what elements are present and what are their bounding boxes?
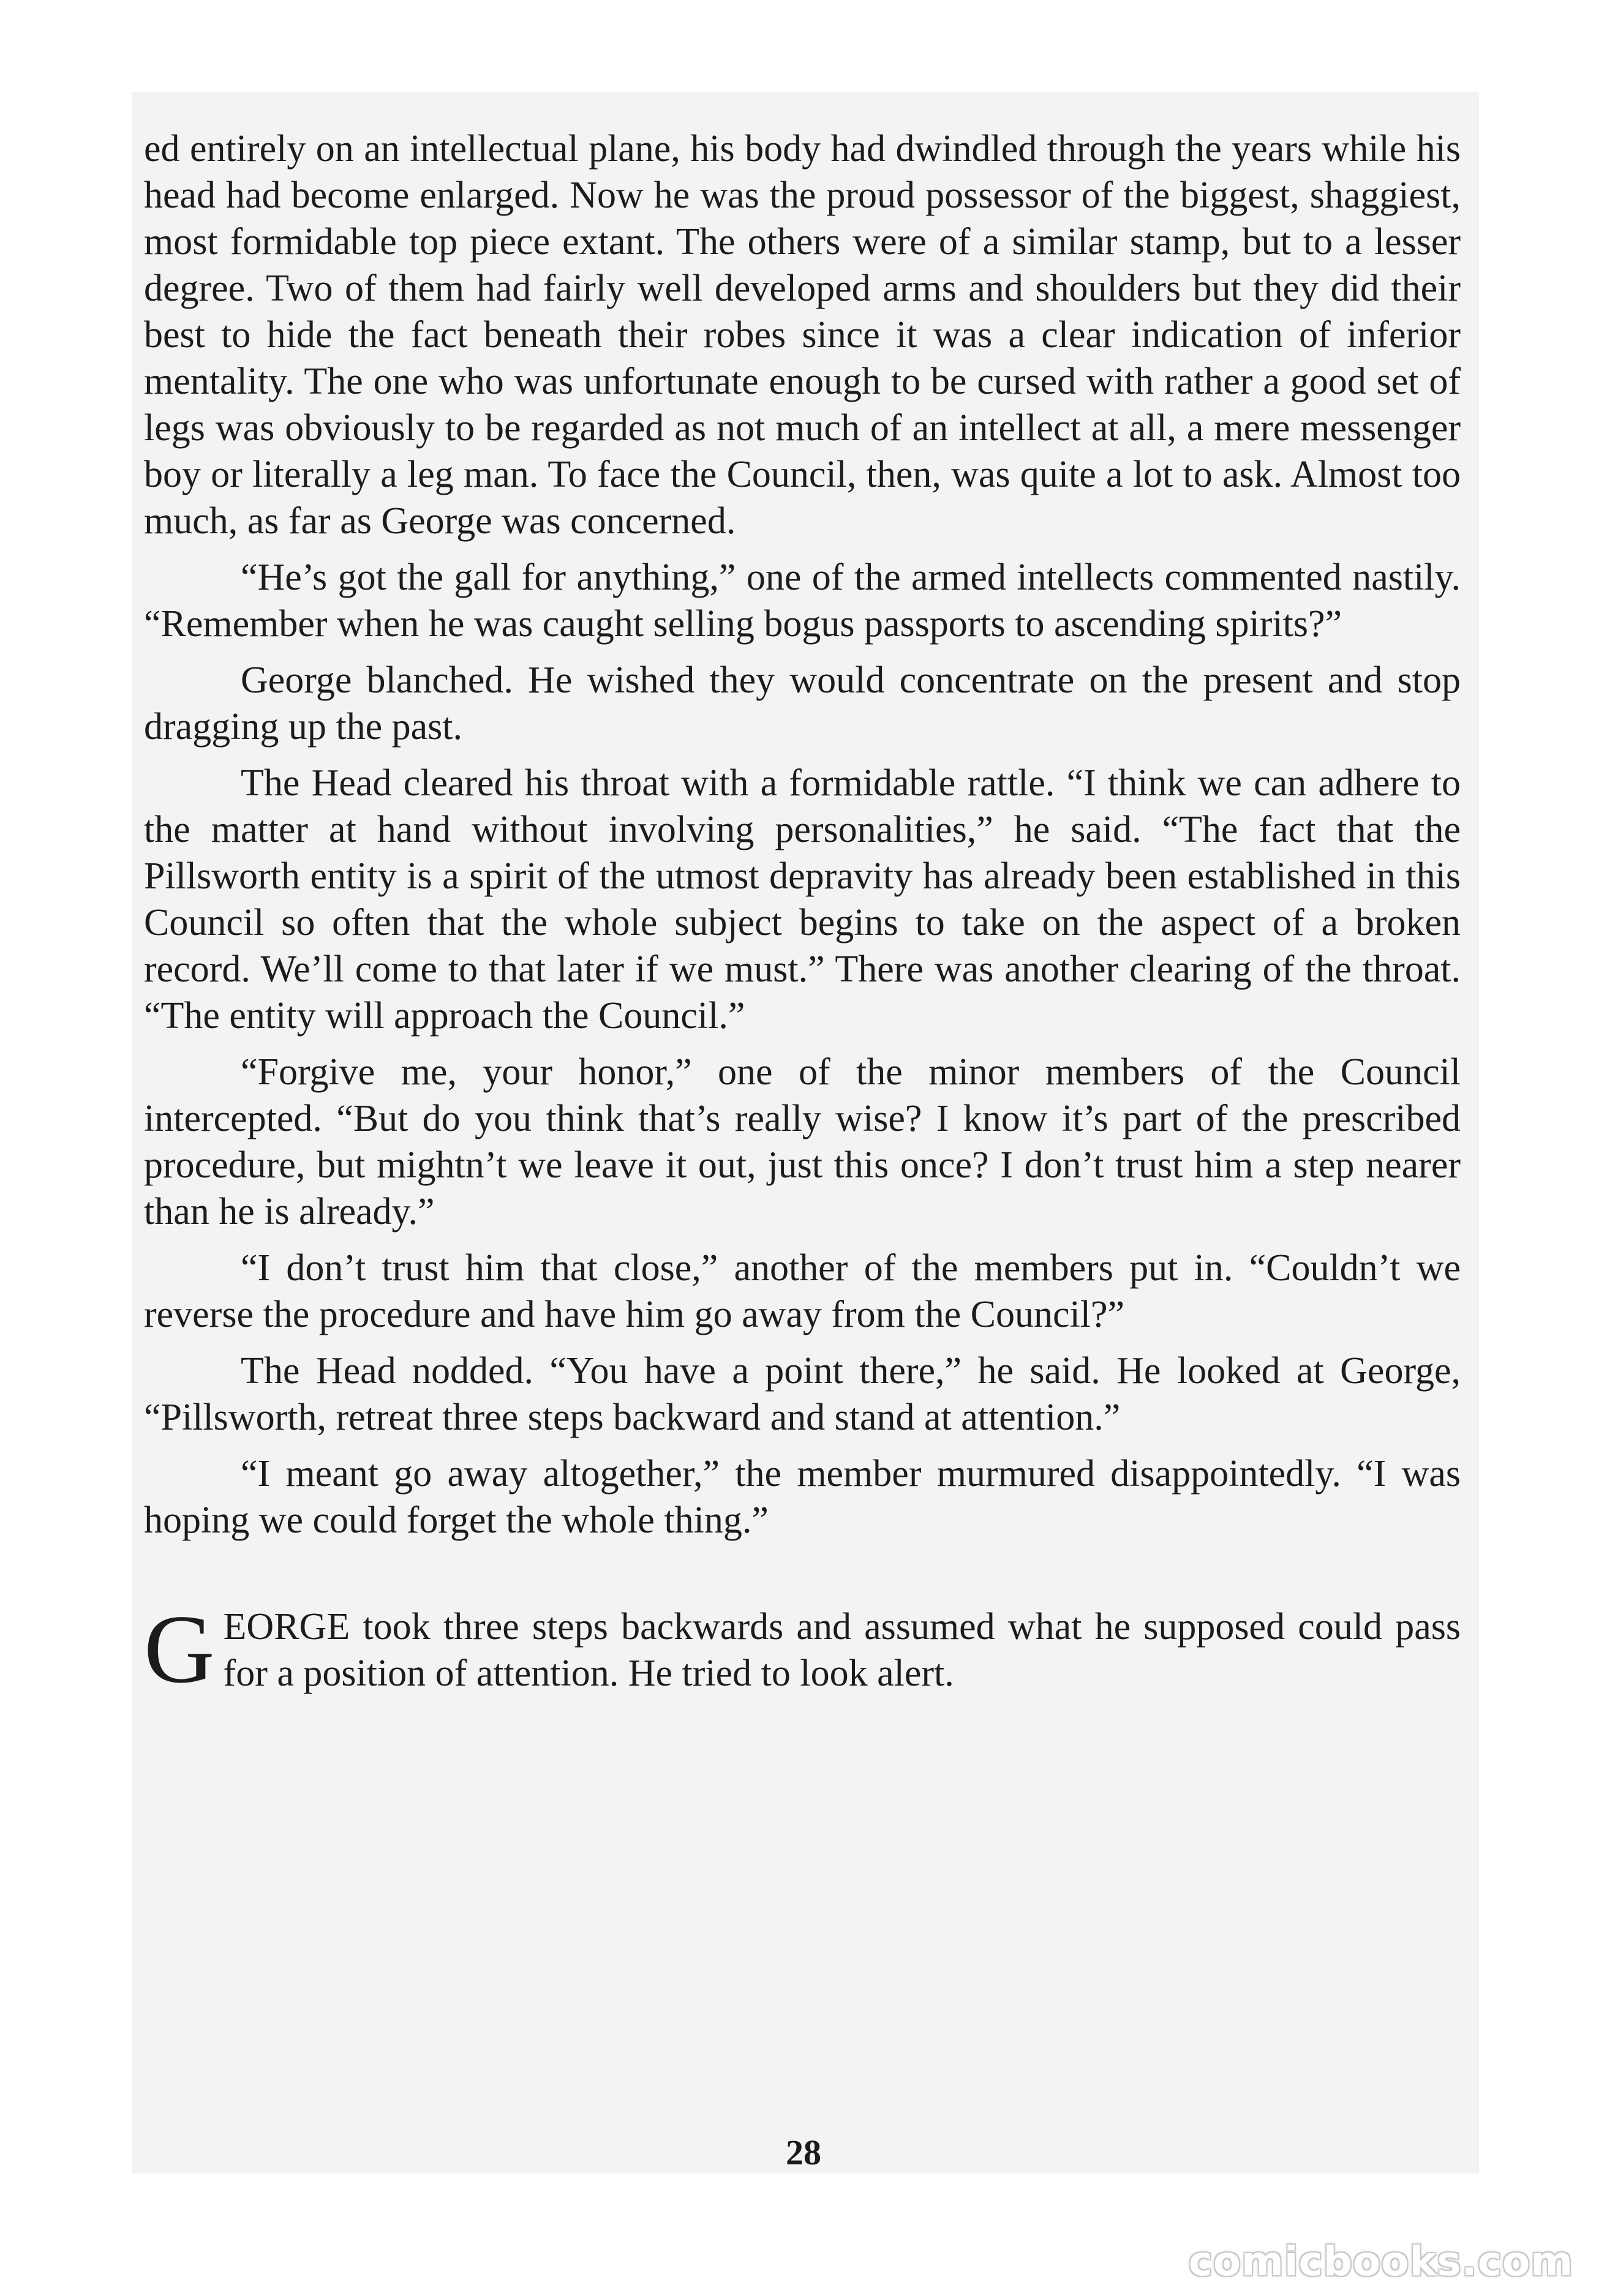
paragraph: “He’s got the gall for anything,” one of the armed intellects commented nastily. “Remember when he was caught selling bogus passports to ascending spirits?” [144, 557, 1461, 645]
body-text [144, 126, 1461, 1703]
paragraph: “I meant go away altogether,” the member murmured disappointedly. “I was hoping we could forget the whole thing.” [144, 1453, 1461, 1541]
watermark-logo: comicbooks.com [1188, 2238, 1573, 2285]
paragraph: “I don’t trust him that close,” another of the members put in. “Couldn’t we reverse the procedure and have him go away from the Council?” [144, 1247, 1461, 1335]
page-number: 28 [786, 2133, 821, 2172]
section-paragraph: EORGE took three steps backwards and assumed what he supposed could pass for a position of attention. He tried to look alert. [223, 1606, 1461, 1694]
paragraph: The Head nodded. “You have a point there,” he said. He looked at George, “Pillsworth, retreat three steps backward and stand at attention.” [144, 1350, 1461, 1438]
paragraph: The Head cleared his throat with a formidable rattle. “I think we can adhere to the matter at hand without involving personalities,” he said. “The fact that the Pillsworth entity is a spirit of the utmost depravity has already been established in this Council so often that the whole subject begins to take on the aspect of a broken record. We’ll come to that later if we must.” There was another clearing of the throat. “The entity will approach the Council.” [144, 762, 1461, 1037]
paragraph: “Forgive me, your honor,” one of the minor members of the Council intercepted. “But do you think that’s really wise? I know it’s part of the prescribed procedure, but mightn’t we leave it out, just this once? I don’t trust him a step nearer than he is already.” [144, 1051, 1461, 1232]
drop-cap: G [144, 1594, 215, 1703]
paragraph-continued: ed entirely on an intellectual plane, his body had dwindled through the years while his head had become enlarged. Now he was the proud possessor of the biggest, shaggiest, most formidable top piece extant. The others were of a similar stamp, but to a lesser degree. Two of them had fairly well developed arms and shoulders but they did their best to hide the fact beneath their robes since it was a clear indication of inferior mentality. The one who was unfortunate enough to be cursed with rather a good set of legs was obviously to be regarded as not much of an intellect at all, a mere messenger boy or literally a leg man. To face the Council, then, was quite a lot to ask. Almost too much, as far as George was concerned. [144, 128, 1461, 542]
new-section [144, 1594, 1461, 1703]
paragraph: George blanched. He wished they would concentrate on the present and stop dragging up the past. [144, 659, 1461, 748]
